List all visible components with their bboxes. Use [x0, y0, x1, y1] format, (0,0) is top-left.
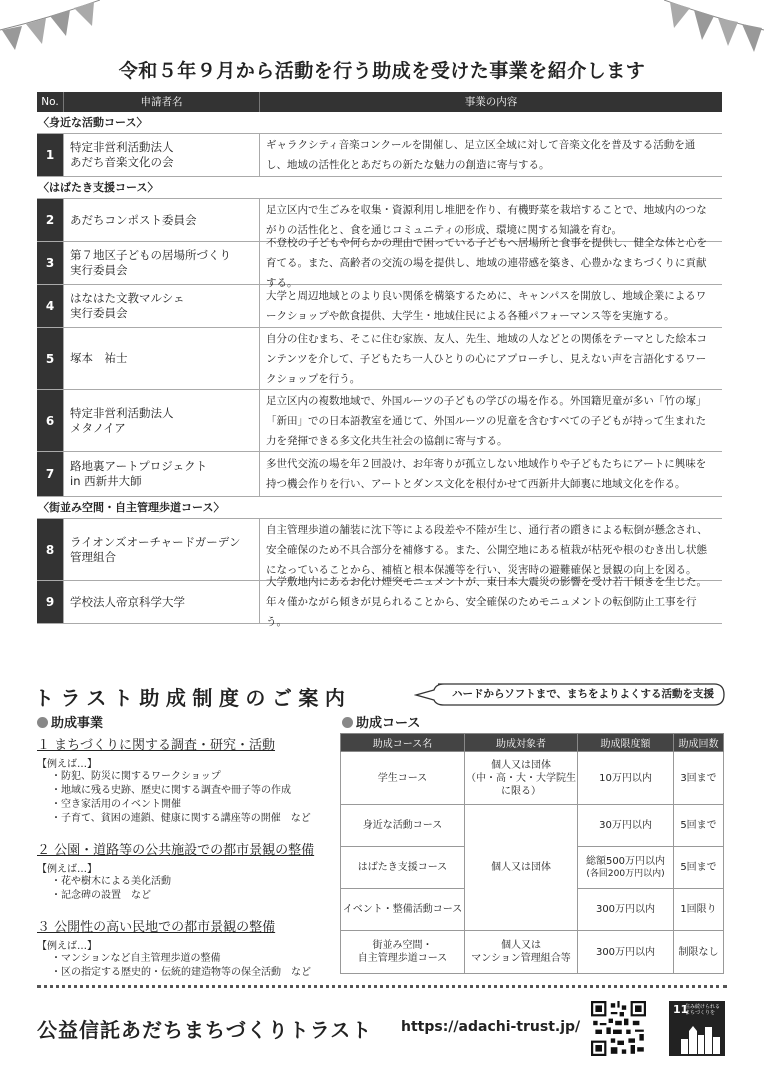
course-target: 個人又は マンション管理組合等 [465, 931, 578, 974]
bunting-right-decoration [664, 0, 764, 56]
sdg-goal-11-badge [669, 1001, 725, 1056]
table-row [341, 805, 724, 847]
project-description: 多世代交流の場を年２回設け、お年寄りが孤立しない地域作りや子どもたちにアートに興味を持つ機会作りを行い、アートとダンス文化を根付かせて西新井大師裏に地域文化を作る。 [259, 452, 722, 496]
project-description: 大学敷地内にあるお化け煙突モニュメントが、東日本大震災の影響を受け若干傾きを生じた。年々僅かながら傾きが見られることから、安全確保のためモニュメントの転倒防止工事を行う。 [259, 581, 722, 623]
list-item: ・マンションなど自主管理歩道の整備 [51, 953, 221, 964]
course-name: イベント・整備活動コース [341, 889, 465, 931]
projects-table [37, 92, 722, 628]
table-row [37, 133, 722, 177]
row-number: 7 [37, 452, 63, 496]
guide-bubble-text: ハードからソフトまで、まちをよりよくする活動を支援 [451, 688, 715, 700]
course-heading: 助成コース [342, 712, 420, 731]
project-description: ギャラクシティ音楽コンクールを開催し、足立区全域に対して音楽文化を普及する活動を通し、地域の活性化とあだちの新たな魅力の創造に寄与する。 [259, 134, 722, 176]
list-item: ・花や樹木による美化活動 [51, 876, 171, 887]
guide-title: トラスト助成制度のご案内 [34, 686, 352, 710]
course-limit [578, 847, 674, 889]
applicant-name: 特定非営利活動法人 あだち音楽文化の会 [63, 134, 259, 176]
applicant-name: ライオンズオーチャードガーデン 管理組合 [63, 519, 259, 580]
jigyo-item-title: １ まちづくりに関する調査・研究・活動 [37, 738, 276, 753]
list-item: ・防犯、防災に関するワークショップ [51, 771, 221, 782]
header-no: No. [41, 96, 59, 108]
project-description: 足立区内の複数地域で、外国ルーツの子どもの学びの場を作る。外国籍児童が多い「竹の塚」「新田」での日本語教室を通じて、外国ルーツの児童を含むすべての子どもが持って生まれた力を発揮できる多文化共生社会の協創に寄与する。 [259, 390, 722, 451]
table-row [37, 576, 722, 628]
example-label: 【例えば…】 [37, 759, 97, 770]
example-label: 【例えば…】 [37, 864, 97, 875]
project-description: 不登校の子どもや何らかの理由で困っている子どもへ居場所と食事を提供し、健全な体と心を育てる。また、高齢者の交流の場を提供し、地域の連帯感を築き、心豊かなまちづくりに貢献する。 [259, 242, 722, 284]
list-item: ・地域に残る史跡、歴史に関する調査や冊子等の作成 [51, 785, 291, 796]
list-item: ・記念碑の設置 など [51, 890, 151, 901]
row-number: 1 [37, 134, 63, 176]
table-row [341, 752, 724, 805]
section-label: 〈街並み空間・自主管理歩道コース〉 [38, 501, 225, 514]
table-row [37, 237, 722, 289]
jigyo-heading: 助成事業 [37, 712, 103, 731]
table-row [37, 284, 722, 328]
guide-speech-bubble [414, 681, 728, 708]
course-limit: 10万円以内 [578, 752, 674, 805]
row-number: 3 [37, 242, 63, 284]
project-description: 大学と周辺地域とのより良い関係を構築するために、キャンパスを開放し、地域企業によるワークショップや飲食提供、大学生・地域住民による各種パフォーマンス等を実施する。 [259, 285, 722, 327]
course-target: 個人又は団体 （中・高・大・大学院生 に限る） [465, 752, 578, 805]
footer-url-link[interactable]: https://adachi-trust.jp/ [401, 1019, 581, 1035]
list-item: ・子育て、貧困の連鎖、健康に関する講座等の開催 など [51, 813, 311, 824]
sdg-text: 住み続けられる まちづくりを [685, 1004, 721, 1016]
course-count: 5回まで [674, 847, 724, 889]
table-row [37, 451, 722, 497]
course-table [340, 733, 724, 974]
applicant-name: 塚本 祐士 [63, 328, 259, 389]
course-count: 3回まで [674, 752, 724, 805]
course-header-name: 助成コース名 [341, 734, 465, 752]
course-limit-sub: (各回200万円以内) [586, 868, 665, 879]
row-number: 6 [37, 390, 63, 451]
applicant-name: 路地裏アートプロジェクト in 西新井大師 [63, 452, 259, 496]
course-header-count: 助成回数 [674, 734, 724, 752]
list-item: ・空き家活用のイベント開催 [51, 799, 181, 810]
course-count: 1回限り [674, 889, 724, 931]
qr-code-icon[interactable] [591, 1001, 646, 1056]
project-description: 足立区内で生ごみを収集・資源利用し堆肥を作り、有機野菜を栽培することで、地域内のつながりの活性化と、食を通じコミュニティの形成、環境に関する知識を育む。 [259, 199, 722, 241]
applicant-name: 第７地区子どもの居場所づくり 実行委員会 [63, 242, 259, 284]
list-item: ・区の指定する歴史的・伝統的建造物等の保全活動 など [51, 967, 311, 978]
bullet-dot-icon [342, 717, 353, 728]
course-name: 学生コース [341, 752, 465, 805]
table-header [37, 92, 722, 112]
course-header-target: 助成対象者 [465, 734, 578, 752]
course-name: 身近な活動コース [341, 805, 465, 847]
bullet-dot-icon [37, 717, 48, 728]
course-count: 制限なし [674, 931, 724, 974]
applicant-name: あだちコンポスト委員会 [63, 199, 259, 241]
course-limit: 300万円以内 [578, 931, 674, 974]
section-label: 〈はばたき支援コース〉 [38, 181, 159, 194]
table-body [37, 112, 722, 628]
project-description: 自分の住むまち、そこに住む家族、友人、先生、地域の人などとの関係をテーマとした絵本コンテンツを介して、子どもたち一人ひとりの心にアプローチし、見えない声を言語化するワークショップを行う。 [259, 328, 722, 389]
jigyo-list [37, 731, 337, 980]
project-description: 自主管理歩道の舗装に沈下等による段差や不陸が生じ、通行者の躓きによる転倒が懸念され、安全確保のため不具合部分を補修する。また、公開空地にある植栽が枯死や根のむき出し状態になっていることから、補植と根本保護等を行い、災害時の避難確保と景観の向上を図る。 [259, 519, 722, 580]
city-buildings-icon [669, 1001, 725, 1056]
sdg-number: 11 [673, 1003, 689, 1016]
course-target: 個人又は団体 [465, 805, 578, 931]
row-number: 2 [37, 199, 63, 241]
bunting-left-decoration [0, 0, 100, 56]
course-limit-main: 総額500万円以内 [585, 855, 666, 867]
course-name: はばたき支援コース [341, 847, 465, 889]
header-content: 事業の内容 [259, 92, 722, 112]
course-limit: 30万円以内 [578, 805, 674, 847]
table-row [37, 327, 722, 390]
footer-divider [37, 985, 727, 988]
row-number: 4 [37, 285, 63, 327]
footer-org-name: 公益信託あだちまちづくりトラスト [37, 1018, 373, 1042]
row-number: 8 [37, 519, 63, 580]
applicant-name: 学校法人帝京科学大学 [63, 581, 259, 623]
row-number: 5 [37, 328, 63, 389]
applicant-name: 特定非営利活動法人 メタノイア [63, 390, 259, 451]
course-count: 5回まで [674, 805, 724, 847]
header-applicant: 申請者名 [63, 92, 259, 112]
table-row [341, 931, 724, 974]
example-label: 【例えば…】 [37, 941, 97, 952]
section-label: 〈身近な活動コース〉 [38, 116, 148, 129]
page-title: 令和５年９月から活動を行う助成を受けた事業を紹介します [118, 60, 646, 82]
table-row [37, 389, 722, 452]
row-number: 9 [37, 581, 63, 623]
jigyo-item-title: ３ 公開性の高い民地での都市景観の整備 [37, 920, 276, 935]
course-limit: 300万円以内 [578, 889, 674, 931]
course-name: 街並み空間・ 自主管理歩道コース [341, 931, 465, 974]
applicant-name: はなはた文教マルシェ 実行委員会 [63, 285, 259, 327]
course-header-limit: 助成限度額 [578, 734, 674, 752]
jigyo-item-title: ２ 公園・道路等の公共施設での都市景観の整備 [37, 843, 315, 858]
